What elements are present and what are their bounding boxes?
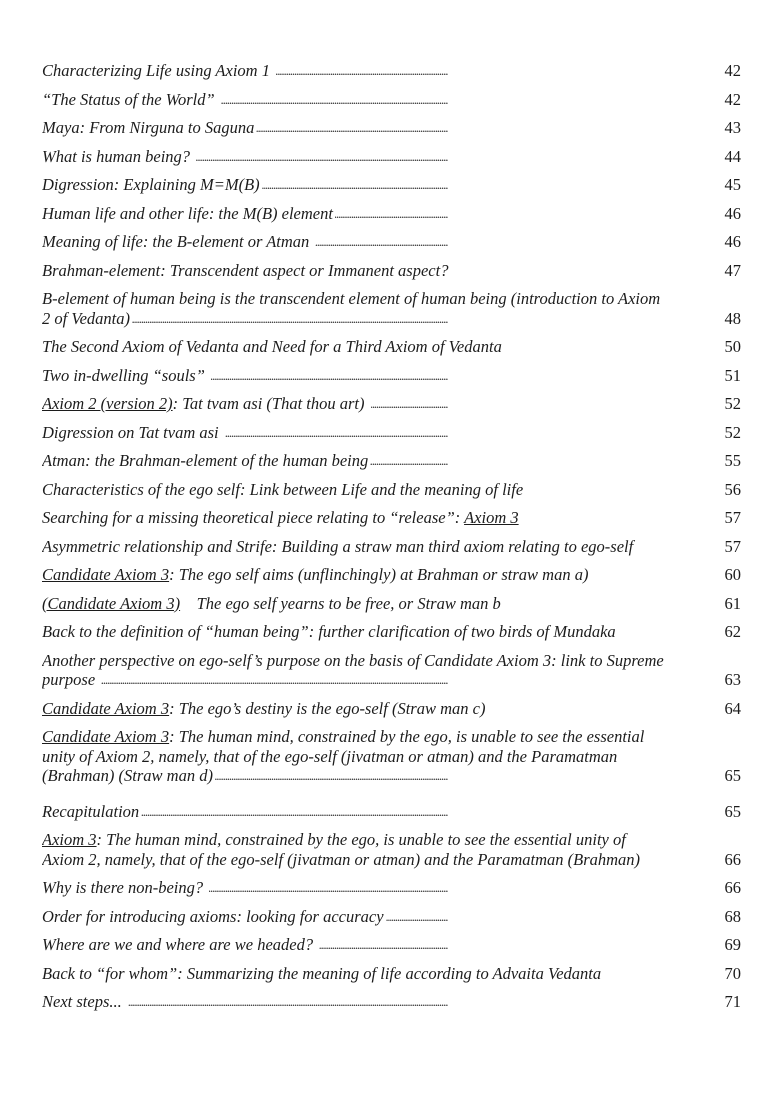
page-number: 63 xyxy=(724,670,741,689)
toc-entry[interactable] xyxy=(42,451,741,471)
toc-entry-title xyxy=(42,802,141,821)
toc-entry-line xyxy=(42,537,741,557)
toc-entry[interactable] xyxy=(42,61,741,81)
toc-entry[interactable] xyxy=(42,992,741,1012)
title-segment: Maya: From Nirguna to Saguna xyxy=(42,118,255,137)
title-segment: Recapitulation xyxy=(42,801,140,821)
title-segment: Next steps... xyxy=(42,992,126,1011)
page-number: 46 xyxy=(724,203,741,223)
toc-entry-title xyxy=(42,622,618,641)
toc-entry-title xyxy=(42,747,617,766)
page-number: 66 xyxy=(724,849,741,869)
title-segment: unity of Axiom 2, namely, that of the ego-self (jivatman or atman) and the Paramatman xyxy=(42,746,618,766)
toc-entry[interactable] xyxy=(42,907,741,927)
toc-entry[interactable] xyxy=(42,699,741,719)
toc-entry[interactable] xyxy=(42,204,741,224)
page-number: 66 xyxy=(724,878,741,897)
page-number: 42 xyxy=(724,89,741,109)
toc-entry-line xyxy=(42,594,741,614)
toc-entry-line xyxy=(42,651,741,671)
toc-entry-line xyxy=(42,992,741,1012)
page-number: 60 xyxy=(724,565,741,584)
toc-entry[interactable] xyxy=(42,830,741,869)
toc-entry[interactable] xyxy=(42,289,741,328)
title-segment: : The human mind, constrained by the ego, is unable to see the essential xyxy=(169,727,645,746)
page-number: 42 xyxy=(724,61,741,80)
title-segment: Human life and other life: the M(B) element xyxy=(42,203,333,223)
underlined-title-segment: Axiom 2 (version 2) xyxy=(42,394,173,413)
underlined-title-segment: Axiom 3 xyxy=(464,508,519,527)
page-number: 52 xyxy=(724,422,741,442)
toc-entry-title xyxy=(42,964,603,983)
toc-entry-title xyxy=(42,480,529,499)
toc-entry[interactable] xyxy=(42,878,741,898)
page-number: 62 xyxy=(724,622,741,641)
title-segment: “The Status of the World” xyxy=(42,89,219,109)
toc-entry-title xyxy=(42,118,256,137)
toc-entry-title xyxy=(42,90,221,109)
page-number: 61 xyxy=(724,593,741,613)
title-segment: Another perspective on ego-self’s purpose on the basis of Candidate Axiom 3: link to Supreme xyxy=(42,650,664,670)
underlined-title-segment: Axiom 3 xyxy=(42,830,97,849)
toc-entry-line xyxy=(42,232,741,252)
toc-entry-line xyxy=(42,878,741,898)
underlined-title-segment: Candidate Axiom 3 xyxy=(42,698,170,718)
title-segment: Searching for a missing theoretical piece relating to “release”: xyxy=(42,508,465,527)
page-number: 57 xyxy=(724,536,741,556)
toc-entry-line xyxy=(42,366,741,386)
toc-entry-title xyxy=(42,289,660,308)
toc-entry-line xyxy=(42,935,741,955)
title-segment: Digression on Tat tvam asi xyxy=(42,422,223,442)
toc-entry-title xyxy=(42,992,128,1011)
toc-entry[interactable] xyxy=(42,147,741,167)
toc-entry-line xyxy=(42,830,741,850)
toc-entry-title xyxy=(42,423,225,442)
title-segment: 2 of Vedanta) xyxy=(42,308,130,328)
toc-entry[interactable] xyxy=(42,565,741,585)
toc-entry-line xyxy=(42,289,741,309)
toc-entry-line xyxy=(42,423,741,443)
toc-entry[interactable] xyxy=(42,261,741,281)
toc-entry-title xyxy=(42,366,211,385)
toc-entry-title xyxy=(42,309,132,328)
title-segment: Order for introducing axioms: looking for accuracy xyxy=(42,906,384,926)
title-segment: purpose xyxy=(42,670,100,689)
toc-entry-line xyxy=(42,175,741,195)
page-number: 70 xyxy=(724,963,741,983)
toc-entry-title xyxy=(42,537,639,556)
page-number: 52 xyxy=(724,394,741,413)
title-segment: : The ego’s destiny is the ego-self (Straw man c) xyxy=(169,698,486,718)
toc-entry-title xyxy=(42,594,503,613)
title-segment: Characterizing Life using Axiom 1 xyxy=(42,61,275,80)
toc-entry[interactable] xyxy=(42,964,741,984)
title-segment: What is human being? xyxy=(42,146,195,166)
title-segment: Back to “for whom”: Summarizing the meaning of life according to Advaita Vedanta xyxy=(42,963,602,983)
title-segment: Two in-dwelling “souls” xyxy=(42,365,210,385)
toc-entry[interactable] xyxy=(42,508,741,528)
toc-entry[interactable] xyxy=(42,537,741,557)
toc-entry[interactable] xyxy=(42,232,741,252)
toc-entry-line xyxy=(42,90,741,110)
table-of-contents xyxy=(42,61,741,1021)
underlined-title-segment: Candidate Axiom 3 xyxy=(42,727,170,746)
toc-entry-line xyxy=(42,727,741,747)
page-number: 55 xyxy=(724,451,741,470)
title-segment: Axiom 2, namely, that of the ego-self (jivatman or atman) and the Paramatman (Brahman) xyxy=(42,849,645,869)
title-segment: (Brahman) (Straw man d) xyxy=(42,766,213,785)
toc-entry-line xyxy=(42,670,741,690)
page-number: 68 xyxy=(724,906,741,926)
toc-entry-title xyxy=(42,830,626,849)
title-segment: : The human mind, constrained by the ego, is unable to see the essential unity of xyxy=(96,830,626,849)
page-number: 48 xyxy=(724,308,741,328)
underlined-title-segment: Candidate Axiom 3 xyxy=(42,565,170,584)
toc-entry[interactable] xyxy=(42,90,741,110)
page-number: 50 xyxy=(724,337,741,356)
toc-entry-line xyxy=(42,204,741,224)
toc-entry-line xyxy=(42,565,741,585)
toc-entry[interactable] xyxy=(42,423,741,443)
toc-entry-title xyxy=(42,232,315,251)
title-segment: Digression: Explaining M=M(B) xyxy=(42,175,260,194)
toc-entry-title xyxy=(42,878,209,897)
toc-entry-title xyxy=(42,727,644,746)
toc-entry-line xyxy=(42,802,741,822)
page-number: 71 xyxy=(724,992,741,1011)
toc-entry-title xyxy=(42,337,508,356)
page-number: 57 xyxy=(724,508,741,527)
page-number: 65 xyxy=(724,766,741,785)
toc-entry-line xyxy=(42,118,741,138)
toc-entry-line xyxy=(42,508,741,528)
page-number: 44 xyxy=(724,146,741,166)
toc-entry-line xyxy=(42,337,741,357)
title-segment: Atman: the Brahman-element of the human being xyxy=(42,451,369,470)
toc-entry-title xyxy=(42,204,335,223)
toc-entry-line xyxy=(42,766,741,786)
toc-entry-title xyxy=(42,850,646,869)
toc-entry-line xyxy=(42,747,741,767)
page-number: 43 xyxy=(724,118,741,137)
title-segment: The Second Axiom of Vedanta and Need for a Third Axiom of Vedanta xyxy=(42,337,506,356)
toc-entry-line xyxy=(42,451,741,471)
toc-entry[interactable] xyxy=(42,727,741,786)
toc-entry-line xyxy=(42,964,741,984)
toc-entry[interactable] xyxy=(42,480,741,500)
page-number: 45 xyxy=(724,175,741,194)
page-number: 64 xyxy=(724,698,741,718)
toc-entry[interactable] xyxy=(42,175,741,195)
title-segment: Asymmetric relationship and Strife: Building a straw man third axiom relating to ego-self xyxy=(42,536,638,556)
toc-entry-title xyxy=(42,508,521,527)
title-segment: Where are we and where are we headed? xyxy=(42,935,318,954)
toc-entry-title xyxy=(42,394,371,413)
toc-entry[interactable] xyxy=(42,118,741,138)
title-segment: B-element of human being is the transcendent element of human being (introduction to Axiom xyxy=(42,289,661,308)
toc-entry-line xyxy=(42,622,741,642)
title-segment: Why is there non-being? xyxy=(42,878,208,897)
toc-entry[interactable] xyxy=(42,366,741,386)
title-segment: Characteristics of the ego self: Link between Life and the meaning of life xyxy=(42,479,528,499)
toc-entry[interactable] xyxy=(42,651,741,690)
toc-entry[interactable] xyxy=(42,337,741,357)
toc-entry-title xyxy=(42,147,196,166)
toc-entry-title xyxy=(42,175,262,194)
toc-entry-title xyxy=(42,651,664,670)
page-number: 56 xyxy=(724,479,741,499)
toc-entry-title xyxy=(42,61,276,80)
page-number: 47 xyxy=(724,260,741,280)
toc-entry-line xyxy=(42,309,741,329)
toc-entry-line xyxy=(42,480,741,500)
page-number: 65 xyxy=(724,801,741,821)
toc-entry-line xyxy=(42,850,741,870)
toc-entry[interactable] xyxy=(42,594,741,614)
toc-entry-line xyxy=(42,394,741,414)
toc-entry-title xyxy=(42,451,370,470)
toc-entry-line xyxy=(42,699,741,719)
toc-entry-title xyxy=(42,766,215,785)
page-number: 69 xyxy=(724,935,741,954)
toc-entry-title xyxy=(42,670,101,689)
toc-entry[interactable] xyxy=(42,394,741,414)
toc-entry-line xyxy=(42,147,741,167)
title-segment: Meaning of life: the B-element or Atman xyxy=(42,232,314,251)
toc-entry-line xyxy=(42,907,741,927)
toc-entry-title xyxy=(42,261,455,280)
toc-entry[interactable] xyxy=(42,622,741,642)
page-number: 51 xyxy=(724,365,741,385)
toc-entry[interactable] xyxy=(42,935,741,955)
page-number: 46 xyxy=(724,232,741,251)
toc-entry-title xyxy=(42,699,487,718)
toc-entry-line xyxy=(42,261,741,281)
toc-entry-line xyxy=(42,61,741,81)
title-segment: The ego self yearns to be free, or Straw man b xyxy=(180,593,501,613)
toc-entry-title xyxy=(42,565,595,584)
toc-entry[interactable] xyxy=(42,802,741,822)
title-segment: : The ego self aims (unflinchingly) at Brahman or straw man a) xyxy=(169,565,593,584)
title-segment: Back to the definition of “human being”: further clarification of two birds of Mundaka xyxy=(42,622,616,641)
title-segment: : Tat tvam asi (That thou art) xyxy=(172,394,369,413)
underlined-title-segment: (Candidate Axiom 3) xyxy=(42,593,181,613)
toc-entry-title xyxy=(42,935,319,954)
toc-entry-title xyxy=(42,907,386,926)
title-segment: Brahman-element: Transcendent aspect or Immanent aspect? xyxy=(42,260,453,280)
